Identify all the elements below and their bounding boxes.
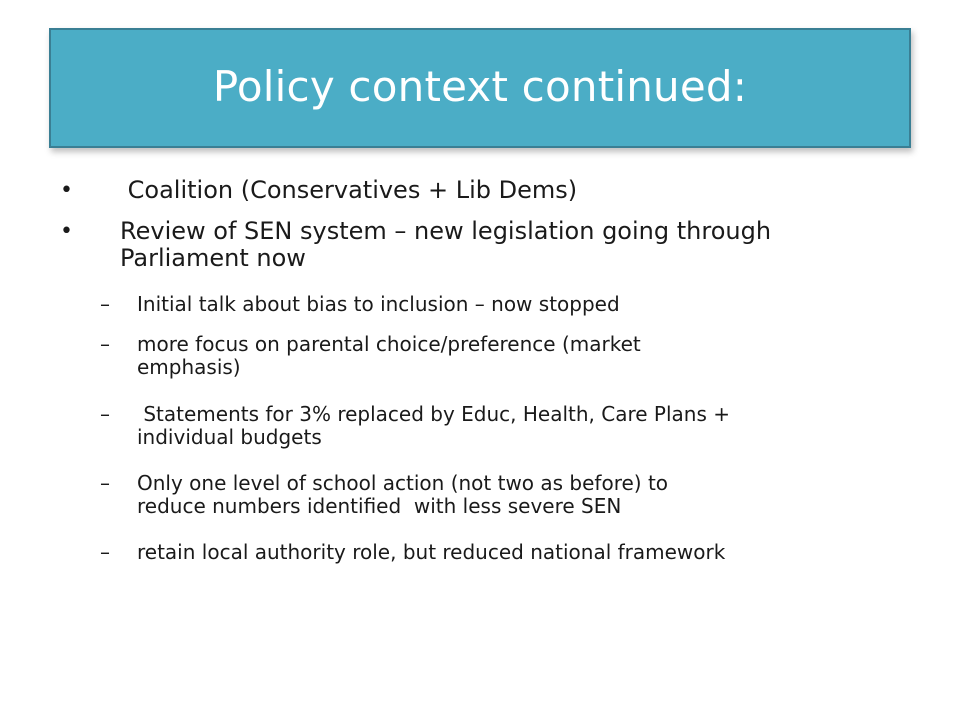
sub-bullet-text: retain local authority role, but reduced national framework [137,540,726,564]
sub-bullet-text: Initial talk about bias to inclusion – now stopped [137,292,620,316]
sub-bullet-text: individual budgets [137,425,322,449]
bullet-marker: • [60,219,73,244]
slide-title: Policy context continued: [212,61,748,111]
sub-bullet-text: Only one level of school action (not two as before) to [137,471,669,495]
sub-bullet-marker: – [100,471,110,495]
sub-bullet-text: Statements for 3% replaced by Educ, Health, Care Plans + [137,402,731,426]
bullet-text: Parliament now [120,244,306,272]
bullet-text: Review of SEN system – new legislation going through [120,217,772,245]
sub-bullet-text: more focus on parental choice/preference (market [137,332,641,356]
sub-bullet-text: emphasis) [137,355,241,379]
sub-bullet-marker: – [100,292,110,316]
bullet-marker: • [60,178,73,203]
sub-bullet-marker: – [100,402,110,426]
sub-bullet-marker: – [100,332,110,356]
sub-bullet-text: reduce numbers identified with less severe SEN [137,494,622,518]
bullet-text: Coalition (Conservatives + Lib Dems) [120,176,578,204]
sub-bullet-marker: – [100,540,110,564]
